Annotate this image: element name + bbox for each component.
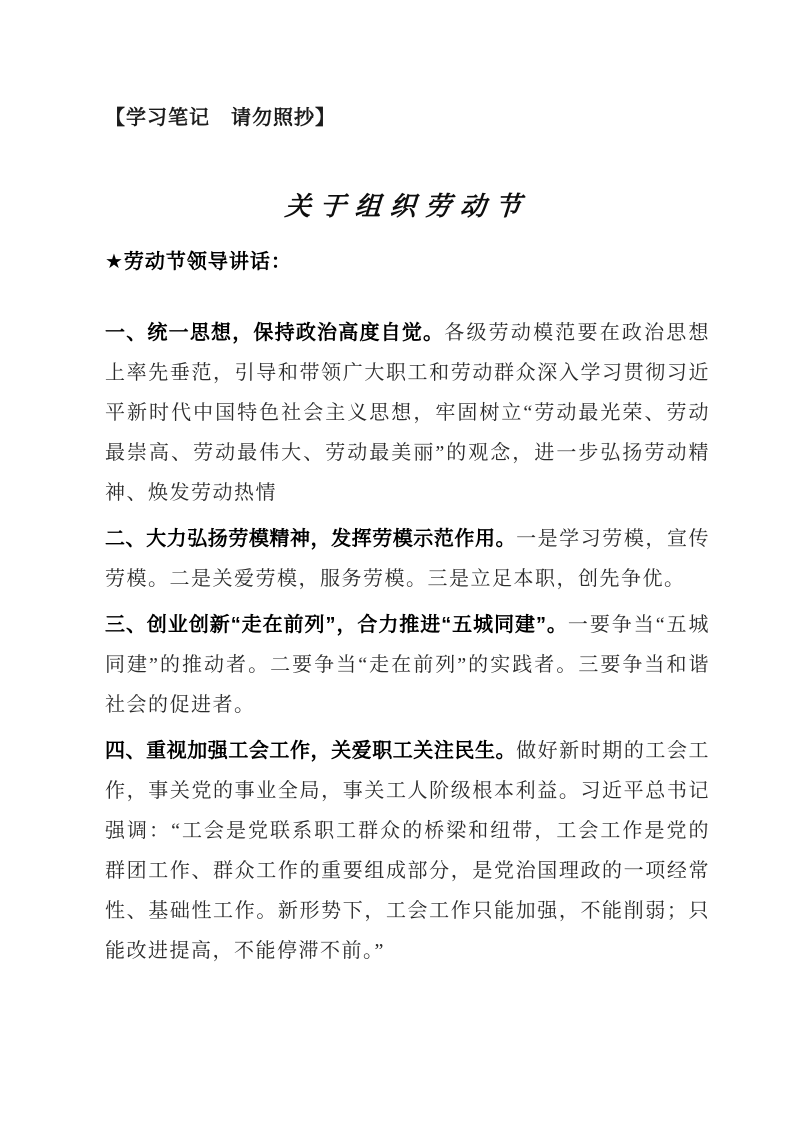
paragraph-2-text: 一是学习劳模，宣传劳模。二是关爱劳模，服务劳模。三是立足本职，创先争优。 (105, 528, 711, 590)
section-subheading: ★劳动节领导讲话： (105, 251, 292, 273)
paragraph-4-lead: 四、重视加强工会工作，关爱职工关注民生。 (105, 740, 517, 762)
document-title: 关于组织劳动节 (284, 192, 532, 221)
paragraph-3 (105, 605, 710, 725)
paragraph-4-text: 做好新时期的工会工作，事关党的事业全局，事关工人阶级根本利益。习近平总书记强调：“工会是党联系职工群众的桥梁和纽带，工会工作是党的群团工作、群众工作的重要组成部分，是党治国理政的一项经常性、基础性工作。新形势下，工会工作只能加强，不能削弱；只能改进提高，不能停滞不前。” (105, 740, 711, 962)
document-body (105, 313, 710, 971)
paragraph-1 (105, 313, 710, 513)
paragraph-2-lead: 二、大力弘扬劳模精神，发挥劳模示范作用。 (105, 528, 517, 550)
header-note: 【学习笔记 请勿照抄】 (105, 107, 336, 129)
paragraph-3-lead: 三、创业创新“走在前列”，合力推进“五城同建”。 (105, 614, 568, 636)
paragraph-3-text: 一要争当“五城同建”的推动者。二要争当“走在前列”的实践者。三要争当和谐社会的促进者。 (105, 614, 710, 716)
paragraph-1-text: 各级劳动模范要在政治思想上率先垂范，引导和带领广大职工和劳动群众深入学习贯彻习近平新时代中国特色社会主义思想，牢固树立“劳动最光荣、劳动最崇高、劳动最伟大、劳动最美丽”的观念，进一步弘扬劳动精神、焕发劳动热情 (105, 322, 711, 504)
paragraph-1-lead: 一、统一思想，保持政治高度自觉。 (105, 322, 445, 344)
paragraph-4 (105, 731, 710, 971)
paragraph-2 (105, 519, 710, 599)
